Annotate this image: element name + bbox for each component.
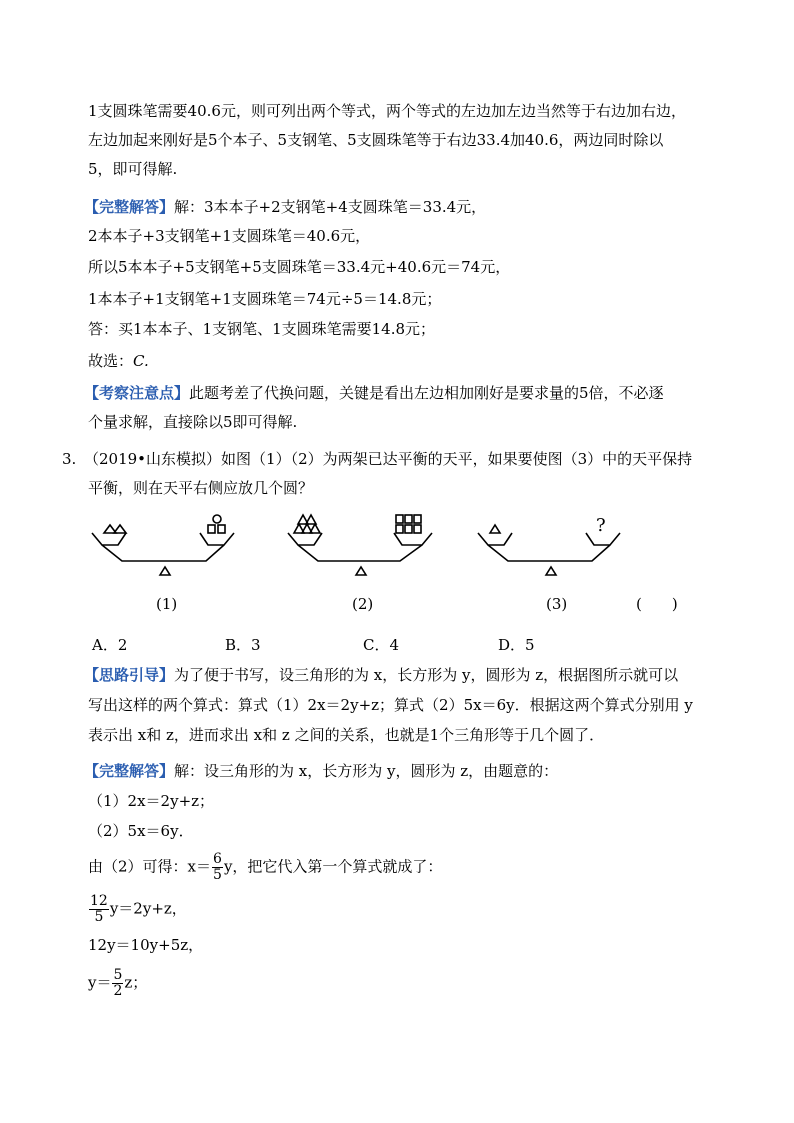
section-tag: 【完整解答】 [84,198,175,216]
triangle-icon [306,515,316,524]
text-line [84,664,678,686]
text-span: 解：设三角形的为 x，长方形为 y，圆形为 z，由题意的： [174,762,559,780]
option-a: A．2 [92,636,128,654]
text-line: 1本本子+1支钢笔+1支圆珠笔＝74元÷5＝14.8元； [88,290,442,308]
text-line: 2本本子+3支钢笔+1支圆珠笔＝40.6元， [88,227,371,245]
text-span: y＝ [88,973,112,992]
text-line [84,196,486,218]
question-number: 3. [62,450,77,468]
fraction-denominator: 2 [113,983,123,999]
rectangle-icon [396,525,403,533]
text-line [88,968,147,999]
fulcrum-icon [546,567,556,575]
triangle-icon [490,525,500,533]
text-line: （2）5x＝6y． [88,822,194,840]
text-span: 解：3本本子+2支钢笔+4支圆珠笔＝33.4元， [174,198,487,216]
text-line: 表示出 x和 z，进而求出 x和 z 之间的关系，也就是1个三角形等于几个圆了． [88,726,605,744]
answer-blank: ( ) [636,595,678,613]
left-pan-2 [288,533,322,545]
rectangle-icon [414,525,421,533]
text-span: y，把它代入第一个算式就成了： [223,857,443,876]
text-line: 左边加起来刚好是5个本子、5支钢笔、5支圆珠笔等于右边33.4加40.6，两边同时除以 [88,131,664,149]
fraction [212,852,223,883]
triangle-icon [310,524,320,533]
left-pan-1 [92,533,126,545]
text-span: 故选： [88,352,134,370]
rectangle-icon [405,515,412,523]
text-line [88,894,187,925]
rectangle-icon [405,525,412,533]
text-line: 1支圆珠笔需要40.6元，则可列出两个等式，两个等式的左边加左边当然等于右边加右边， [88,102,686,120]
fraction [112,968,123,999]
fraction-denominator: 5 [213,867,222,883]
fraction-numerator: 12 [90,893,108,909]
text-span: 此题考差了代换问题，关键是看出左边相加刚好是要求量的5倍，不必逐 [189,384,664,402]
fulcrum-icon [160,567,170,575]
text-line: （1）2x＝2y+z； [88,792,215,810]
text-line [88,852,442,883]
fraction-denominator: 5 [94,909,104,925]
triangle-icon [114,525,126,533]
rectangle-icon [208,525,215,533]
beam-2 [298,545,422,561]
answer-choice: C. [133,352,149,370]
text-span: 由（2）可得：x＝ [88,857,212,876]
right-pan-2 [394,533,432,545]
beam-3 [488,545,610,561]
section-tag: 【思路引导】 [84,666,175,684]
fraction-numerator: 5 [113,967,123,983]
question-text: （2019•山东模拟）如图（1）（2）为两架已达平衡的天平，如果要使图（3）中的天平保持 [84,450,693,468]
text-line: 个量求解，直接除以5即可得解. [88,413,298,431]
right-pan-1 [200,533,234,545]
figure-label-3: (3) [546,595,568,613]
figure-label-2: (2) [352,595,374,613]
option-d: D．5 [498,636,535,654]
text-line: 写出这样的两个算式：算式（1）2x＝2y+z；算式（2）5x＝6y．根据这两个算式分别用 y [88,696,693,714]
rectangle-icon [218,525,225,533]
text-line [84,382,664,404]
text-line: 12y＝10y+5z， [88,936,204,954]
section-tag: 【完整解答】 [84,762,175,780]
text-span: y＝2y+z， [109,899,187,918]
fraction-numerator: 6 [213,851,222,867]
text-span: 为了便于书写，设三角形的为 x，长方形为 y，圆形为 z，根据图所示就可以 [174,666,679,684]
option-b: B．3 [225,636,261,654]
text-line: 答：买1本本子、1支钢笔、1支圆珠笔需要14.8元； [88,320,436,338]
balance-figure [88,505,708,615]
question-mark: ? [596,515,606,536]
text-line [88,350,149,372]
text-span: z； [124,973,148,992]
question-text: 平衡，则在天平右侧应放几个圆？ [88,479,314,497]
rectangle-icon [396,515,403,523]
text-line [84,760,558,782]
left-pan-3 [478,533,512,545]
text-line: 所以5本本子+5支钢笔+5支圆珠笔＝33.4元+40.6元＝74元， [88,258,511,276]
figure-label-1: (1) [156,595,178,613]
rectangle-icon [414,515,421,523]
text-line: 5，即可得解. [88,160,178,178]
section-tag: 【考察注意点】 [84,384,190,402]
beam-1 [102,545,224,561]
fraction [89,894,109,925]
circle-icon [213,515,221,523]
option-c: C．4 [363,636,400,654]
fulcrum-icon [356,567,366,575]
